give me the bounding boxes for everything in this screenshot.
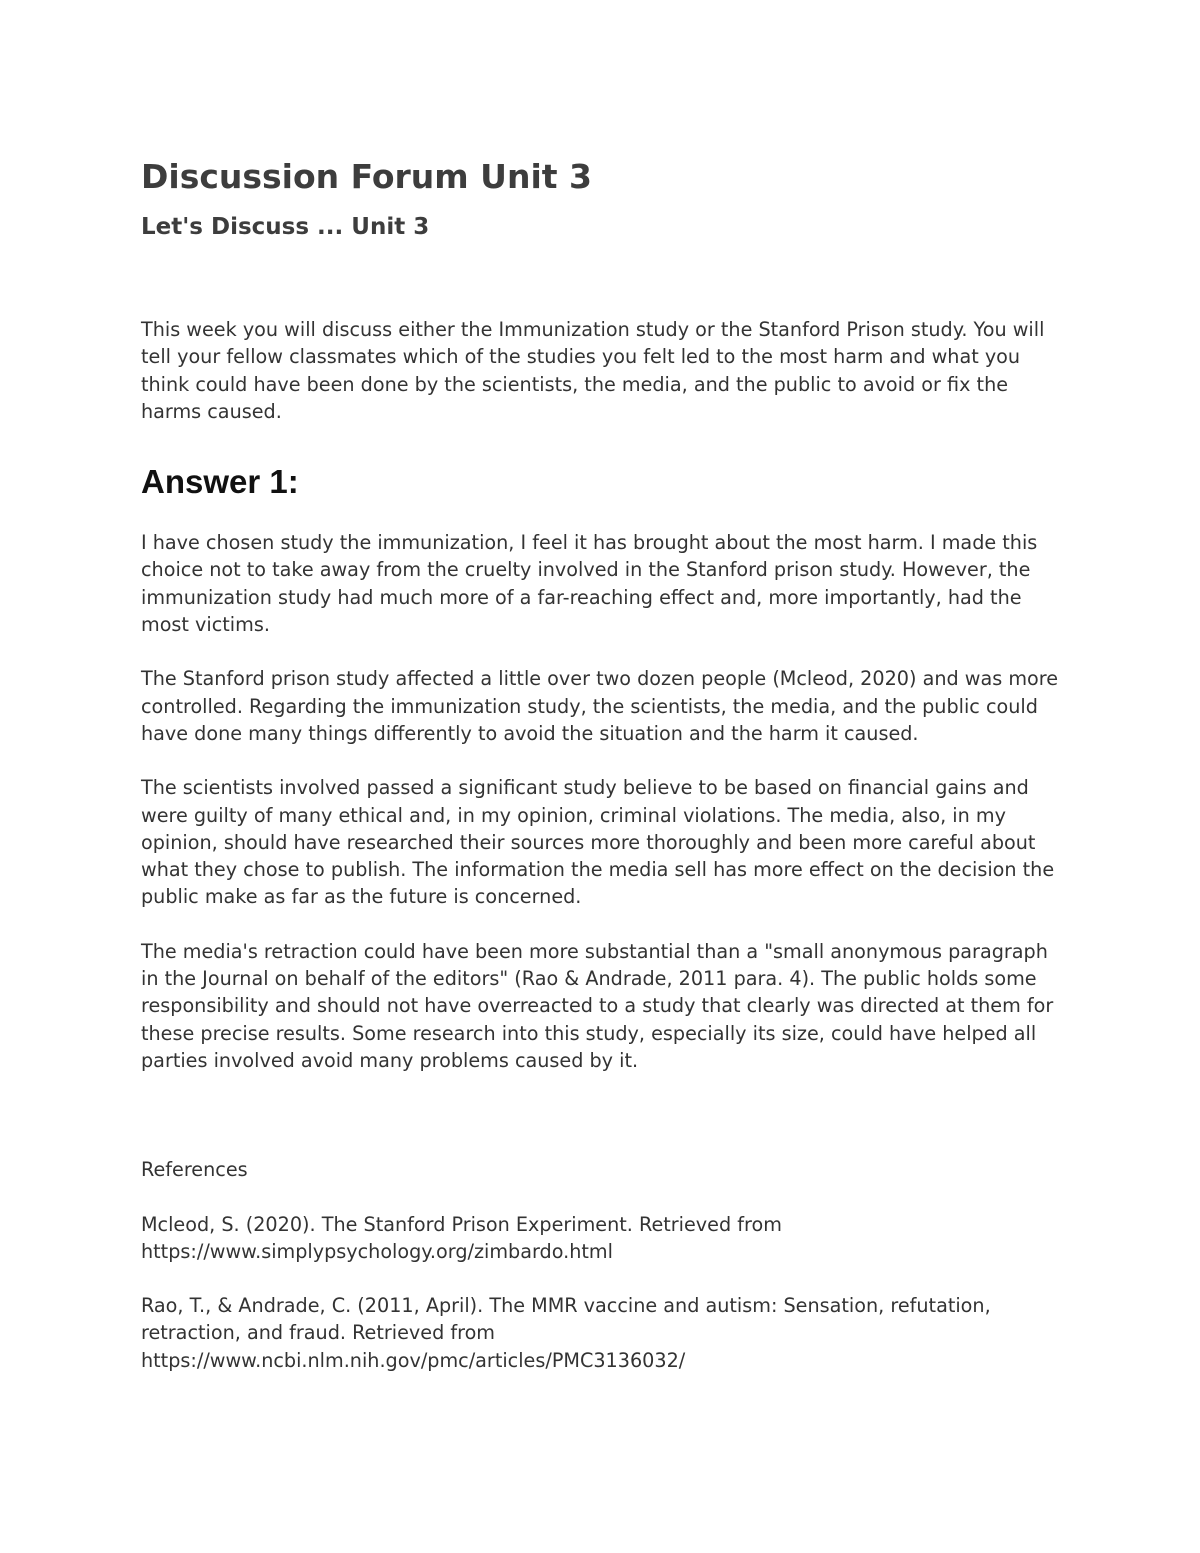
reference-item [141, 1211, 1061, 1266]
answer-heading: Answer 1: [141, 463, 299, 501]
page-subtitle: Let's Discuss ... Unit 3 [141, 214, 430, 240]
references-title: References [141, 1158, 248, 1182]
reference-item [141, 1292, 1061, 1374]
page-title: Discussion Forum Unit 3 [141, 157, 592, 196]
answer-paragraph: The Stanford prison study affected a little over two dozen people (Mcleod, 2020) and was more controlled. Regarding the immunization study, the scientists, the media, and the public could have done many things differently to avoid the situation and the harm it caused. [141, 667, 1059, 745]
answer-paragraph: The scientists involved passed a significant study believe to be based on financial gains and were guilty of many ethical and, in my opinion, criminal violations. The media, also, in my opinion, should have researched their sources more thoroughly and been more careful about what they chose to publish. The information the media sell has more effect on the decision the public make as far as the future is concerned. [141, 776, 1055, 909]
answer-paragraph: I have chosen study the immunization, I feel it has brought about the most harm. I made this choice not to take away from the cruelty involved in the Stanford prison study. However, the immunization study had much more of a far-reaching effect and, more importantly, had the most victims. [141, 531, 1038, 637]
answer-paragraph: The media's retraction could have been more substantial than a "small anonymous paragraph in the Journal on behalf of the editors" (Rao & Andrade, 2011 para. 4). The public holds some responsibility and should not have overreacted to a study that clearly was directed at them for these precise results. Some research into this study, especially its size, could have helped all parties involved avoid many problems caused by it. [141, 939, 1054, 1072]
document-page [141, 150, 1061, 1374]
reference-text: Mcleod, S. (2020). The Stanford Prison Experiment. Retrieved from [141, 1212, 782, 1236]
intro-paragraph: This week you will discuss either the Immunization study or the Stanford Prison study. You will tell your fellow classmates which of the studies you felt led to the most harm and what you think could have been done by the scientists, the media, and the public to avoid or fix the harms caused. [141, 318, 1045, 423]
reference-link[interactable]: https://www.simplypsychology.org/zimbardo.html [141, 1239, 613, 1263]
reference-link[interactable]: https://www.ncbi.nlm.nih.gov/pmc/articles/PMC3136032/ [141, 1348, 686, 1372]
reference-text: Rao, T., & Andrade, C. (2011, April). The MMR vaccine and autism: Sensation, refutation, retraction, and fraud. Retrieved from [141, 1294, 991, 1345]
